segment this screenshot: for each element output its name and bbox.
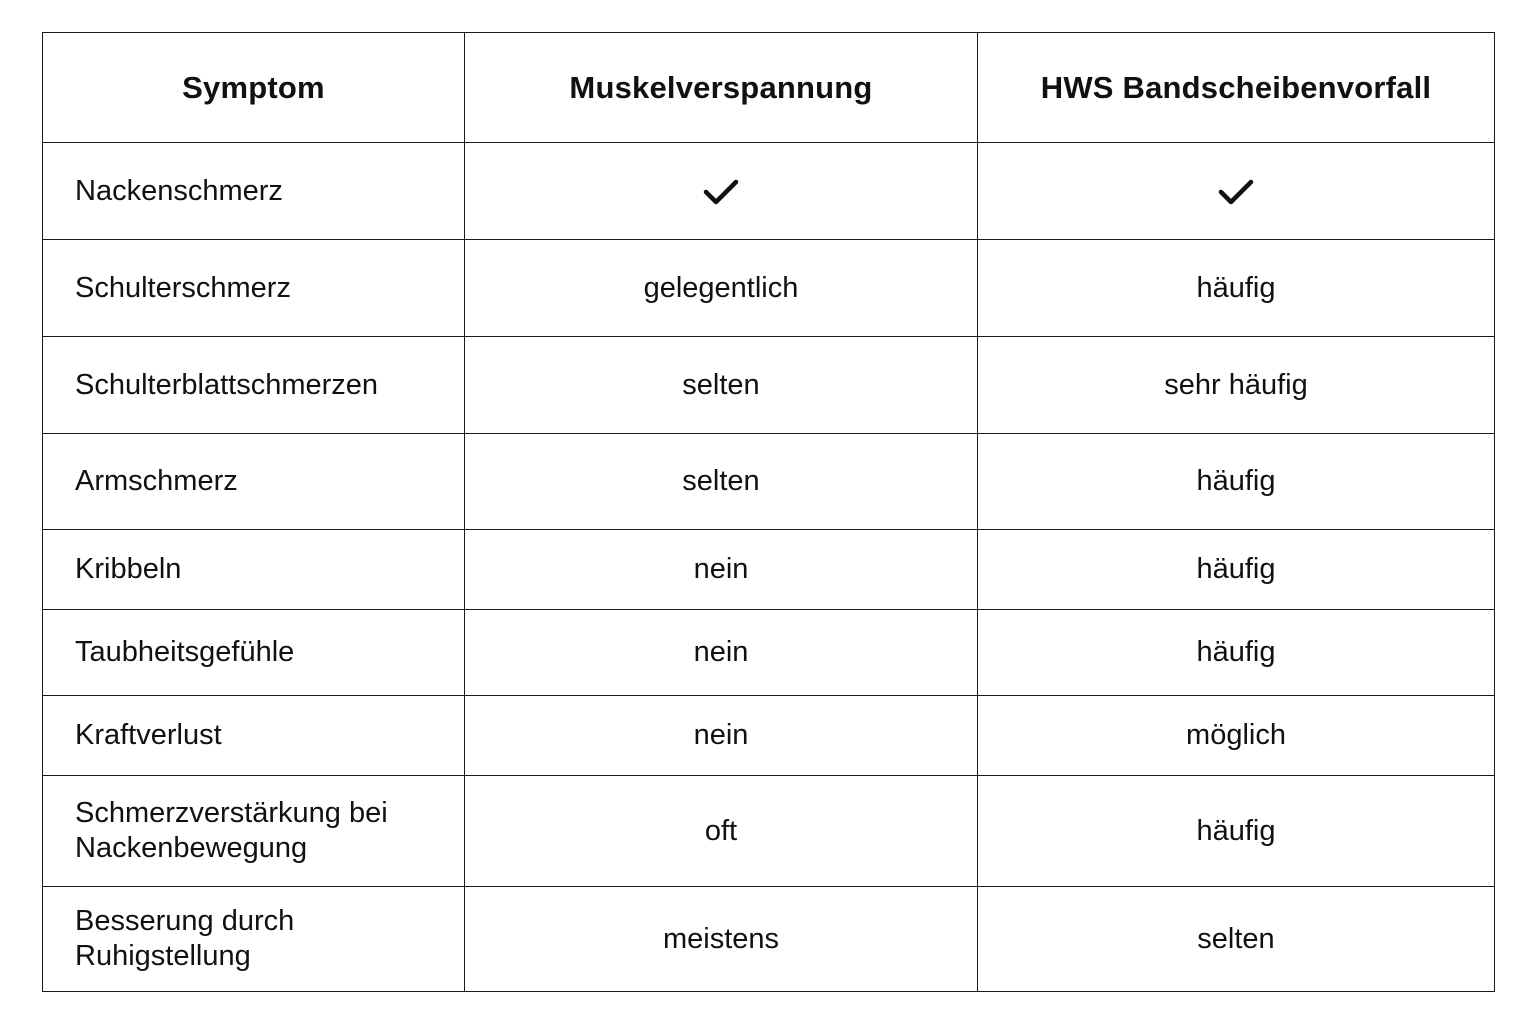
symptom-cell: Nackenschmerz <box>43 143 465 240</box>
header-hws-bandscheibenvorfall: HWS Bandscheibenvorfall <box>978 33 1495 143</box>
muskel-cell <box>465 143 978 240</box>
symptom-cell: Besserung durch Ruhigstellung <box>43 887 465 992</box>
hws-cell: häufig <box>978 530 1495 610</box>
table-row <box>43 610 1495 696</box>
hws-cell: häufig <box>978 776 1495 887</box>
checkmark-icon <box>703 177 739 207</box>
table-row <box>43 240 1495 337</box>
muskel-cell: nein <box>465 610 978 696</box>
symptom-cell: Schmerzverstärkung bei Nackenbewegung <box>43 776 465 887</box>
header-symptom: Symptom <box>43 33 465 143</box>
symptom-comparison-table <box>42 32 1495 992</box>
table-row <box>43 434 1495 530</box>
table-row <box>43 337 1495 434</box>
table-row <box>43 143 1495 240</box>
header-muskelverspannung: Muskelverspannung <box>465 33 978 143</box>
checkmark-icon <box>1218 177 1254 207</box>
hws-cell: selten <box>978 887 1495 992</box>
symptom-cell: Kraftverlust <box>43 696 465 776</box>
symptom-cell: Schulterschmerz <box>43 240 465 337</box>
hws-cell: häufig <box>978 240 1495 337</box>
muskel-cell: nein <box>465 696 978 776</box>
muskel-cell: nein <box>465 530 978 610</box>
table-row <box>43 776 1495 887</box>
hws-cell: häufig <box>978 434 1495 530</box>
muskel-cell: selten <box>465 434 978 530</box>
hws-cell: häufig <box>978 610 1495 696</box>
hws-cell <box>978 143 1495 240</box>
muskel-cell: gelegentlich <box>465 240 978 337</box>
header-row <box>43 33 1495 143</box>
symptom-cell: Taubheitsgefühle <box>43 610 465 696</box>
muskel-cell: meistens <box>465 887 978 992</box>
table-row <box>43 887 1495 992</box>
symptom-cell: Schulterblattschmerzen <box>43 337 465 434</box>
hws-cell: sehr häufig <box>978 337 1495 434</box>
hws-cell: möglich <box>978 696 1495 776</box>
muskel-cell: oft <box>465 776 978 887</box>
muskel-cell: selten <box>465 337 978 434</box>
symptom-cell: Armschmerz <box>43 434 465 530</box>
table-row <box>43 696 1495 776</box>
table-row <box>43 530 1495 610</box>
symptom-cell: Kribbeln <box>43 530 465 610</box>
